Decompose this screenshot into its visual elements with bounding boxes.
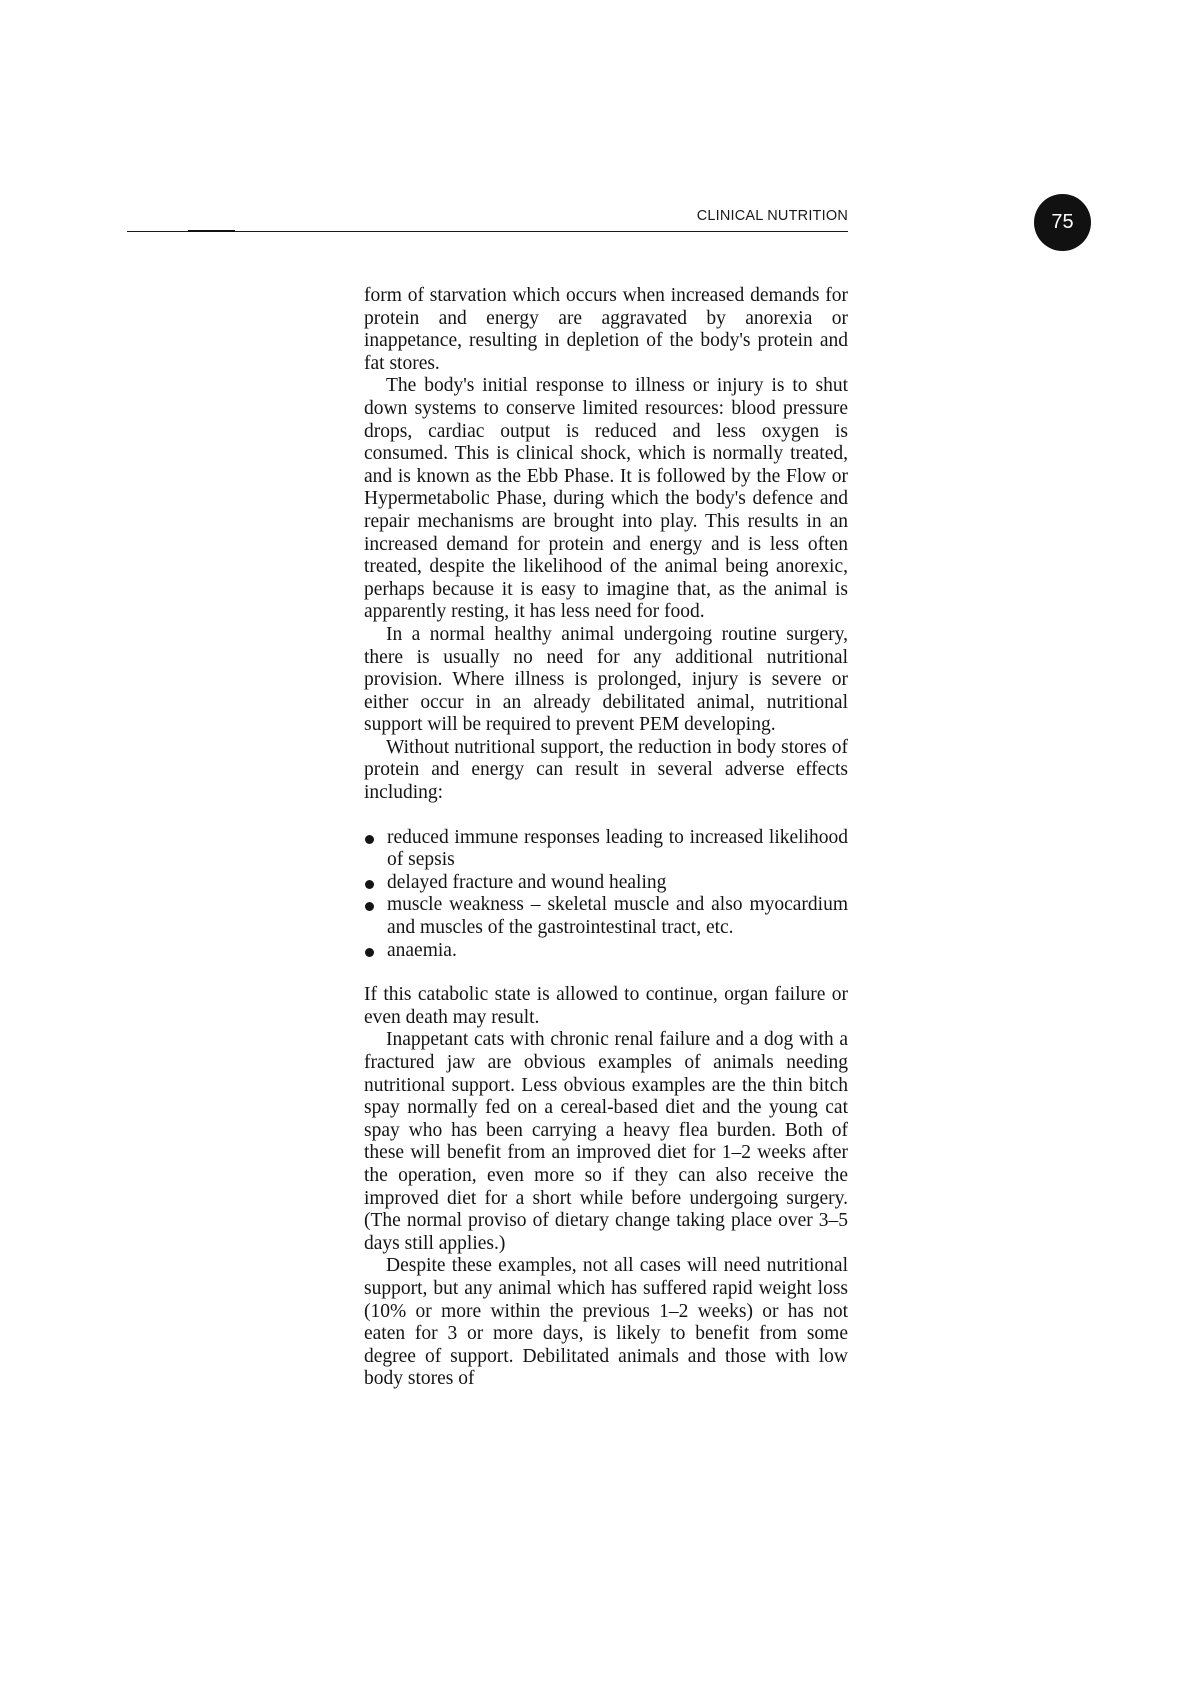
bullet-icon — [365, 902, 374, 911]
header-rule — [127, 231, 848, 232]
header-rule-accent — [188, 230, 235, 232]
body-text — [364, 285, 848, 1391]
bullet-icon — [365, 880, 374, 889]
list-item-text: delayed fracture and wound healing — [387, 871, 667, 893]
bullet-icon — [365, 948, 374, 957]
list-item-text: reduced immune responses leading to increased likelihood of sepsis — [387, 826, 848, 871]
paragraph: The body's initial response to illness or injury is to shut down systems to conserve limited resources: blood pressure drops, cardiac output is reduced and less oxygen is consumed. This is clinical shock, which is normally treated, and is known as the Ebb Phase. It is followed by the Flow or Hypermetabolic Phase, during which the body's defence and repair mechanisms are brought into play. This results in an increased demand for protein and energy and is less often treated, despite the likelihood of the animal being anorexic, perhaps because it is easy to imagine that, as the animal is apparently resting, it has less need for food. — [364, 375, 848, 623]
paragraph: In a normal healthy animal undergoing routine surgery, there is usually no need for any additional nutritional provision. Where illness is prolonged, injury is severe or either occur in an already debilitated animal, nutritional support will be required to prevent PEM developing. — [364, 623, 848, 736]
paragraph: If this catabolic state is allowed to continue, organ failure or even death may result. — [364, 984, 848, 1028]
list-item-text: muscle weakness – skeletal muscle and also myocardium and muscles of the gastrointestinal tract, etc. — [387, 894, 848, 939]
page-number-badge: 75 — [1034, 194, 1091, 251]
list-item-text: anaemia. — [387, 939, 457, 961]
paragraph: Despite these examples, not all cases will need nutritional support, but any animal which has suffered rapid weight loss (10% or more within the previous 1–2 weeks) or has not eaten for 3 or more days, is likely to benefit from some degree of support. Debilitated animals and those with low body stores of — [364, 1255, 848, 1390]
paragraph: form of starvation which occurs when increased demands for protein and energy are aggravated by anorexia or inappetance, resulting in depletion of the body's protein and fat stores. — [364, 285, 848, 374]
list-item — [364, 894, 848, 939]
list-item — [364, 827, 848, 872]
paragraph: Without nutritional support, the reduction in body stores of protein and energy can result in several adverse effects including: — [364, 736, 848, 804]
running-head-title: CLINICAL NUTRITION — [696, 208, 848, 224]
list-item — [364, 872, 848, 895]
bullet-icon — [365, 835, 374, 844]
list-item — [364, 940, 848, 963]
paragraph: Inappetant cats with chronic renal failure and a dog with a fractured jaw are obvious examples of animals needing nutritional support. Less obvious examples are the thin bitch spay normally fed on a cereal-based diet and the young cat spay who has been carrying a heavy flea burden. Both of these will benefit from an improved diet for 1–2 weeks after the operation, even more so if they can also receive the improved diet for a short while before undergoing surgery. (The normal proviso of dietary change taking place over 3–5 days still applies.) — [364, 1029, 848, 1254]
adverse-effects-list — [364, 827, 848, 963]
